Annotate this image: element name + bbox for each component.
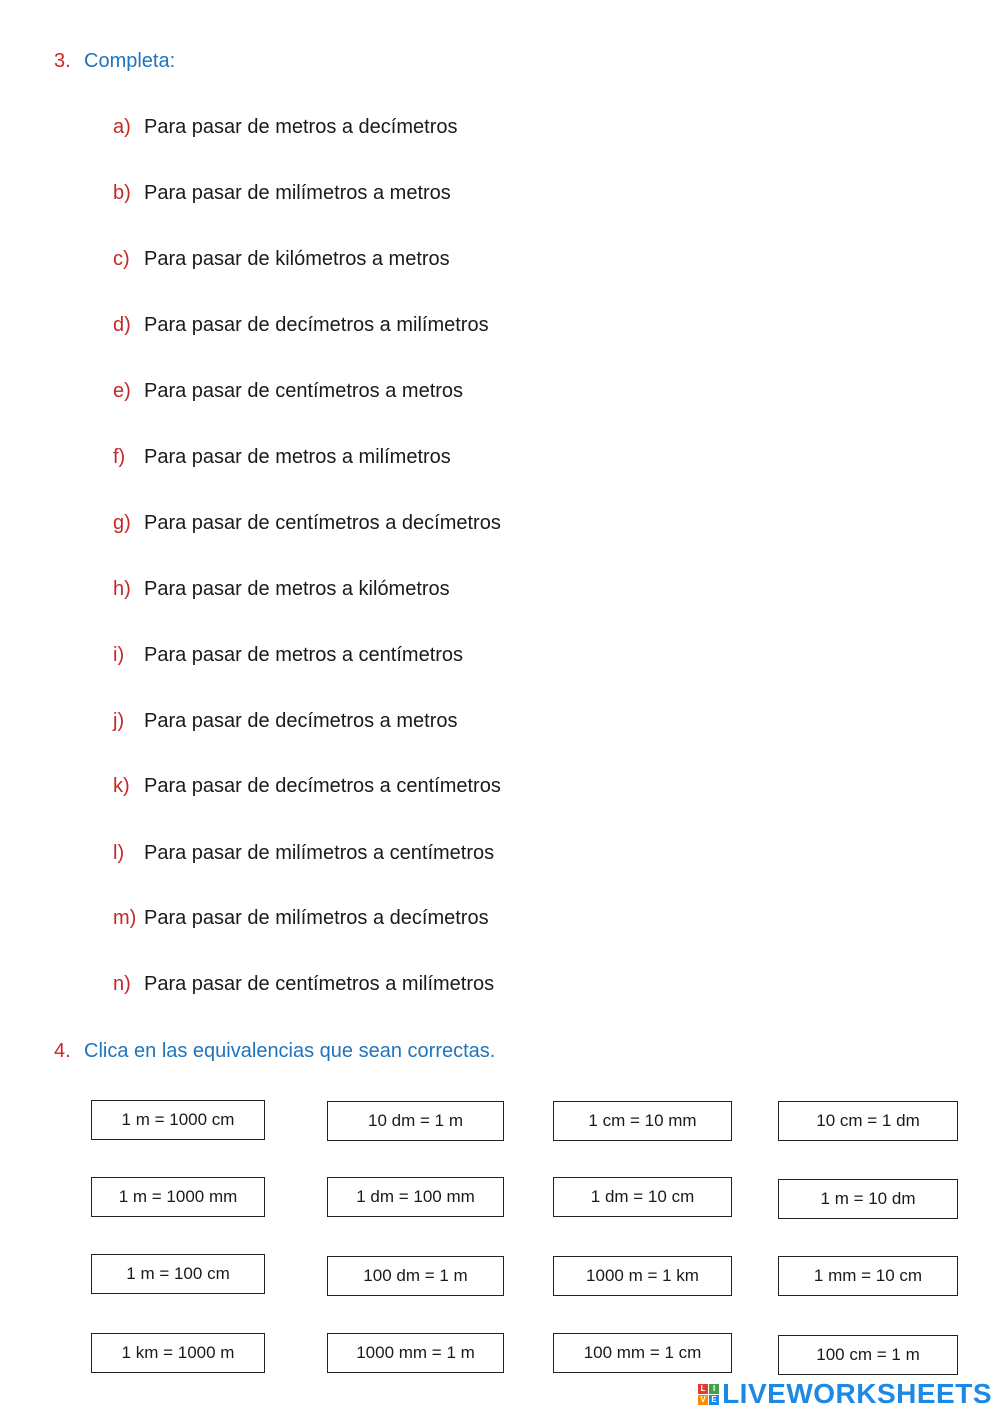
item-letter: g): [113, 512, 131, 534]
equivalence-option[interactable]: 1 dm = 10 cm: [553, 1177, 732, 1217]
list-item: [113, 314, 489, 337]
list-item: [113, 907, 489, 930]
list-item: [113, 512, 501, 535]
list-item: [113, 842, 494, 865]
question-4-heading: [54, 1040, 495, 1063]
item-text: Para pasar de metros a decímetros: [144, 116, 458, 138]
item-letter: l): [113, 842, 125, 864]
logo-mark-letter: E: [709, 1395, 719, 1405]
list-item: [113, 710, 457, 733]
list-item: [113, 973, 494, 996]
item-text: Para pasar de milímetros a metros: [144, 182, 451, 204]
list-item: [113, 116, 457, 139]
logo-icon: [698, 1384, 719, 1405]
equivalence-option[interactable]: 1 m = 10 dm: [778, 1179, 958, 1219]
equivalence-option[interactable]: 1 km = 1000 m: [91, 1333, 265, 1373]
item-text: Para pasar de decímetros a metros: [144, 710, 458, 732]
item-text: Para pasar de centímetros a metros: [144, 380, 464, 402]
equivalence-option[interactable]: 1 cm = 10 mm: [553, 1101, 732, 1141]
item-text: Para pasar de metros a milímetros: [144, 446, 451, 468]
equivalence-option[interactable]: 100 dm = 1 m: [327, 1256, 504, 1296]
list-item: [113, 775, 501, 798]
item-text: Para pasar de metros a centímetros: [144, 644, 464, 666]
item-letter: a): [113, 116, 131, 138]
list-item: [113, 182, 451, 205]
equivalence-option[interactable]: 1 m = 1000 mm: [91, 1177, 265, 1217]
equivalence-option[interactable]: 1 mm = 10 cm: [778, 1256, 958, 1296]
question-number: 3.: [54, 50, 71, 72]
item-text: Para pasar de centímetros a milímetros: [144, 973, 495, 995]
item-letter: f): [113, 446, 126, 468]
item-text: Para pasar de milímetros a centímetros: [144, 842, 495, 864]
question-title: Completa:: [84, 50, 176, 72]
item-letter: d): [113, 314, 131, 336]
item-letter: j): [113, 710, 125, 732]
equivalence-option[interactable]: 10 cm = 1 dm: [778, 1101, 958, 1141]
equivalence-option[interactable]: 1 dm = 100 mm: [327, 1177, 504, 1217]
question-title: Clica en las equivalencias que sean correctas.: [84, 1040, 496, 1062]
equivalence-option[interactable]: 1 m = 100 cm: [91, 1254, 265, 1294]
item-letter: m): [113, 907, 137, 929]
equivalence-option[interactable]: 1000 mm = 1 m: [327, 1333, 504, 1373]
logo-mark-letter: V: [698, 1395, 708, 1405]
item-text: Para pasar de kilómetros a metros: [144, 248, 450, 270]
list-item: [113, 578, 450, 601]
item-letter: b): [113, 182, 131, 204]
equivalence-option[interactable]: 100 cm = 1 m: [778, 1335, 958, 1375]
item-text: Para pasar de decímetros a milímetros: [144, 314, 489, 336]
logo-mark-letter: L: [698, 1384, 708, 1394]
equivalence-option[interactable]: 100 mm = 1 cm: [553, 1333, 732, 1373]
item-letter: n): [113, 973, 131, 995]
item-text: Para pasar de centímetros a decímetros: [144, 512, 501, 534]
logo-mark-letter: I: [709, 1384, 719, 1394]
item-letter: h): [113, 578, 131, 600]
list-item: [113, 380, 463, 403]
list-item: [113, 644, 463, 667]
item-text: Para pasar de metros a kilómetros: [144, 578, 450, 600]
logo-text: LIVEWORKSHEETS: [722, 1378, 992, 1409]
item-text: Para pasar de decímetros a centímetros: [144, 775, 501, 797]
question-3-heading: [54, 50, 175, 73]
item-letter: c): [113, 248, 130, 270]
equivalence-option[interactable]: 1 m = 1000 cm: [91, 1100, 265, 1140]
item-letter: k): [113, 775, 130, 797]
item-letter: i): [113, 644, 125, 666]
item-letter: e): [113, 380, 131, 402]
item-text: Para pasar de milímetros a decímetros: [144, 907, 489, 929]
equivalence-option[interactable]: 1000 m = 1 km: [553, 1256, 732, 1296]
liveworksheets-logo: [698, 1379, 992, 1409]
list-item: [113, 248, 450, 271]
question-number: 4.: [54, 1040, 71, 1062]
list-item: [113, 446, 451, 469]
equivalence-option[interactable]: 10 dm = 1 m: [327, 1101, 504, 1141]
